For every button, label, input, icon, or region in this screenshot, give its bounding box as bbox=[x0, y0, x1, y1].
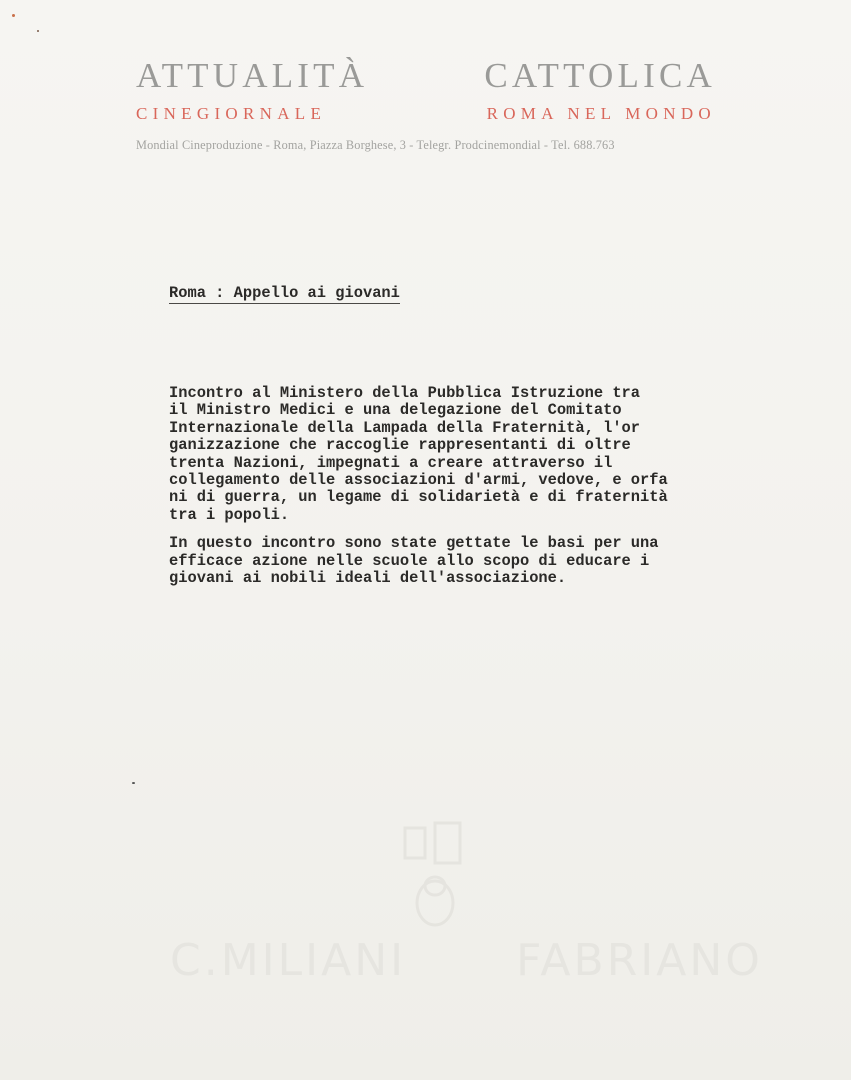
watermark-text bbox=[170, 935, 763, 986]
letterhead bbox=[136, 56, 716, 153]
body-line: Internazionale della Lampada della Fraternità, l'or bbox=[169, 418, 641, 437]
letterhead-subtitle-right: ROMA NEL MONDO bbox=[486, 104, 716, 123]
body-line: il Ministro Medici e una delegazione del Comitato bbox=[169, 401, 622, 420]
body-line: ganizzazione che raccoglie rappresentanti di oltre bbox=[169, 436, 631, 455]
paper-speck bbox=[37, 30, 39, 32]
letterhead-subtitle-left: CINEGIORNALE bbox=[136, 104, 327, 123]
letterhead-title-right: CATTOLICA bbox=[484, 56, 716, 95]
body-line: efficace azione nelle scuole allo scopo di educare i bbox=[169, 551, 650, 570]
body-line: ni di guerra, un legame di solidarietà e di fraternità bbox=[169, 488, 668, 507]
letterhead-title-left: ATTUALITÀ bbox=[136, 56, 369, 95]
body-line: Incontro al Ministero della Pubblica Istruzione tra bbox=[169, 384, 641, 402]
body-line: trenta Nazioni, impegnati a creare attraverso il bbox=[169, 453, 613, 472]
body-line: collegamento delle associazioni d'armi, vedove, e orfa bbox=[169, 470, 668, 489]
letterhead-title bbox=[136, 56, 716, 96]
letterhead-address: Mondial Cineproduzione - Roma, Piazza Borghese, 3 - Telegr. Prodcinemondial - Tel. 688.763 bbox=[136, 138, 615, 152]
body-line: tra i popoli. bbox=[169, 505, 290, 524]
letterhead-subtitle bbox=[136, 104, 716, 124]
paper-speck bbox=[132, 782, 135, 784]
body-line: In questo incontro sono state gettate le basi per una bbox=[169, 534, 659, 553]
document-title: Roma : Appello ai giovani bbox=[169, 284, 400, 302]
paragraph-2 bbox=[169, 535, 749, 587]
watermark-emblem bbox=[395, 808, 475, 948]
watermark-right: FABRIANO bbox=[516, 935, 763, 986]
paragraph-1 bbox=[169, 385, 749, 524]
watermark-left: C.MILIANI bbox=[170, 935, 407, 986]
paper-speck bbox=[12, 14, 15, 17]
document-body bbox=[169, 385, 749, 587]
body-line: giovani ai nobili ideali dell'associazione. bbox=[169, 568, 567, 587]
